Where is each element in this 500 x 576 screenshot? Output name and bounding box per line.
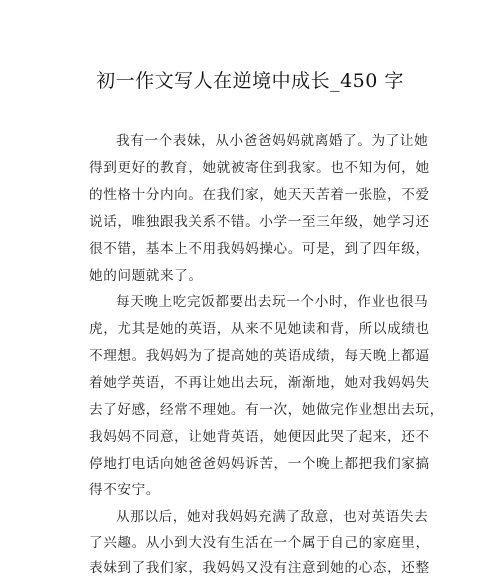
paragraph-line: 很不错，基本上不用我妈妈操心。可是，到了四年级， (89, 241, 430, 257)
paragraph-line: 得不安宁。 (89, 482, 160, 498)
paragraph-line: 她的问题就来了。 (89, 268, 203, 284)
paragraph-line: 了兴趣。从小到大没有生活在一个属于自己的家庭里， (89, 535, 430, 551)
paragraph-line: 说话，唯独跟我关系不错。小学一至三年级，她学习还 (89, 214, 430, 230)
paragraph-line: 着她学英语，不再让她出去玩，渐渐地，她对我妈妈失 (89, 375, 430, 391)
document-title: 初一作文写人在逆境中成长_450 字 (96, 70, 404, 92)
paragraph-line: 从那以后，她对我妈妈充满了敌意，也对英语失去 (116, 509, 429, 525)
paragraph-line: 虎，尤其是她的英语，从来不见她读和背，所以成绩也 (89, 321, 430, 337)
paragraph-line: 我有一个表妹，从小爸爸妈妈就离婚了。为了让她 (116, 133, 429, 149)
paragraph-line: 停地打电话向她爸爸妈妈诉苦，一个晚上都把我们家搞 (89, 456, 430, 472)
paragraph-line: 的性格十分内向。在我们家，她天天苦着一张脸，不爱 (89, 187, 430, 203)
paragraph-line: 不理想。我妈妈为了提高她的英语成绩，每天晚上都逼 (89, 348, 430, 364)
paragraph-line: 我妈妈不同意，让她背英语，她便因此哭了起来，还不 (89, 429, 430, 445)
paragraph-line: 去了好感，经常不理她。有一次，她做完作业想出去玩， (89, 402, 444, 418)
paragraph-line: 得到更好的教育，她就被寄住到我家。也不知为何，她 (89, 160, 430, 176)
paragraph-line: 每天晚上吃完饭都要出去玩一个小时，作业也很马 (116, 294, 429, 310)
paragraph-line: 表妹到了我们家，我妈妈又没有注意到她的心态，还整 (89, 560, 430, 576)
